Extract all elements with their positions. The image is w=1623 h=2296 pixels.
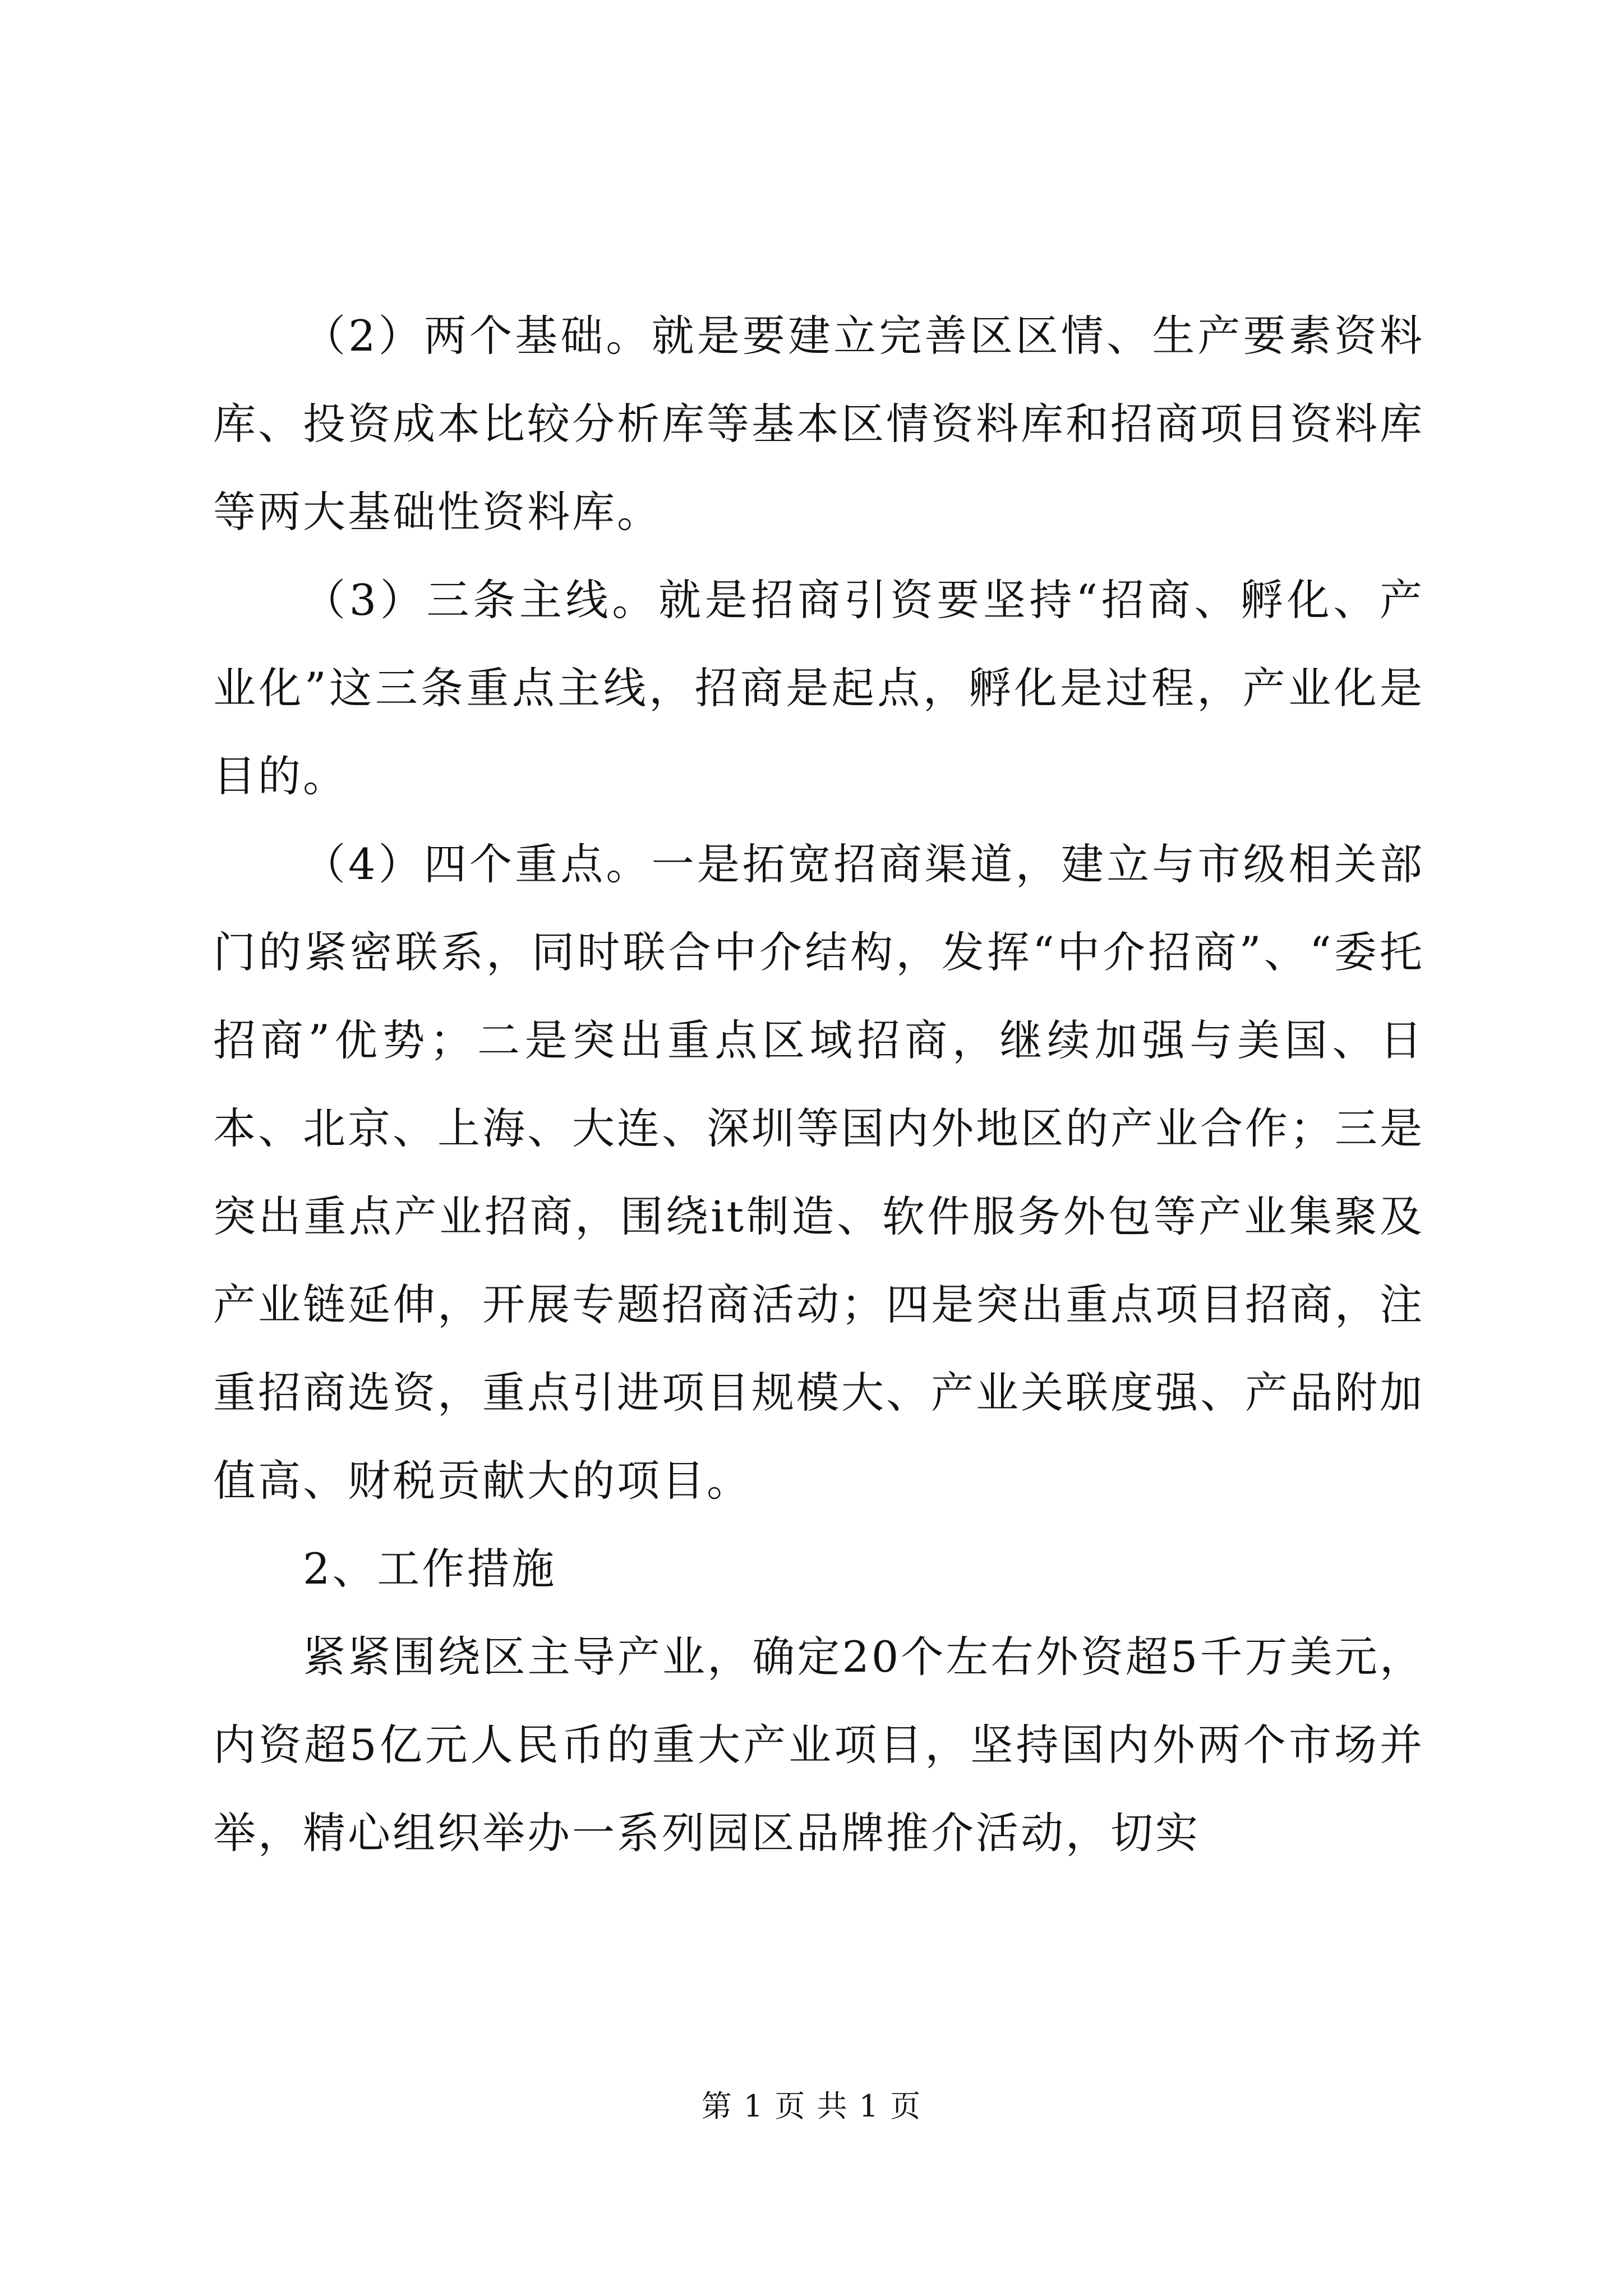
paragraph-four-key-points: （4）四个重点。一是拓宽招商渠道，建立与市级相关部门的紧密联系，同时联合中介结构，发挥“中介招商”、“委托招商”优势；二是突出重点区域招商，继续加强与美国、日本、北京、上海、大连、深圳等国内外地区的产业合作；三是突出重点产业招商，围绕it制造、软件服务外包等产业集聚及产业链延伸，开展专题招商活动；四是突出重点项目招商，注重招商选资，重点引进项目规模大、产业关联度强、产品附加值高、财税贡献大的项目。 [213, 839, 1424, 1506]
page-number-footer: 第 1 页 共 1 页 [701, 2088, 922, 2124]
section-heading-work-measures: 2、工作措施 [303, 1544, 557, 1594]
document-body [213, 292, 1424, 1877]
paragraph-two-foundations: （2）两个基础。就是要建立完善区区情、生产要素资料库、投资成本比较分析库等基本区情资料库和招商项目资料库等两大基础性资料库。 [213, 311, 1424, 537]
paragraph-three-main-lines: （3）三条主线。就是招商引资要坚持“招商、孵化、产业化”这三条重点主线，招商是起点，孵化是过程，产业化是目的。 [213, 575, 1424, 801]
paragraph-work-measures: 紧紧围绕区主导产业，确定20个左右外资超5千万美元，内资超5亿元人民币的重大产业项目，坚持国内外两个市场并举，精心组织举办一系列园区品牌推介活动，切实 [213, 1632, 1424, 1858]
